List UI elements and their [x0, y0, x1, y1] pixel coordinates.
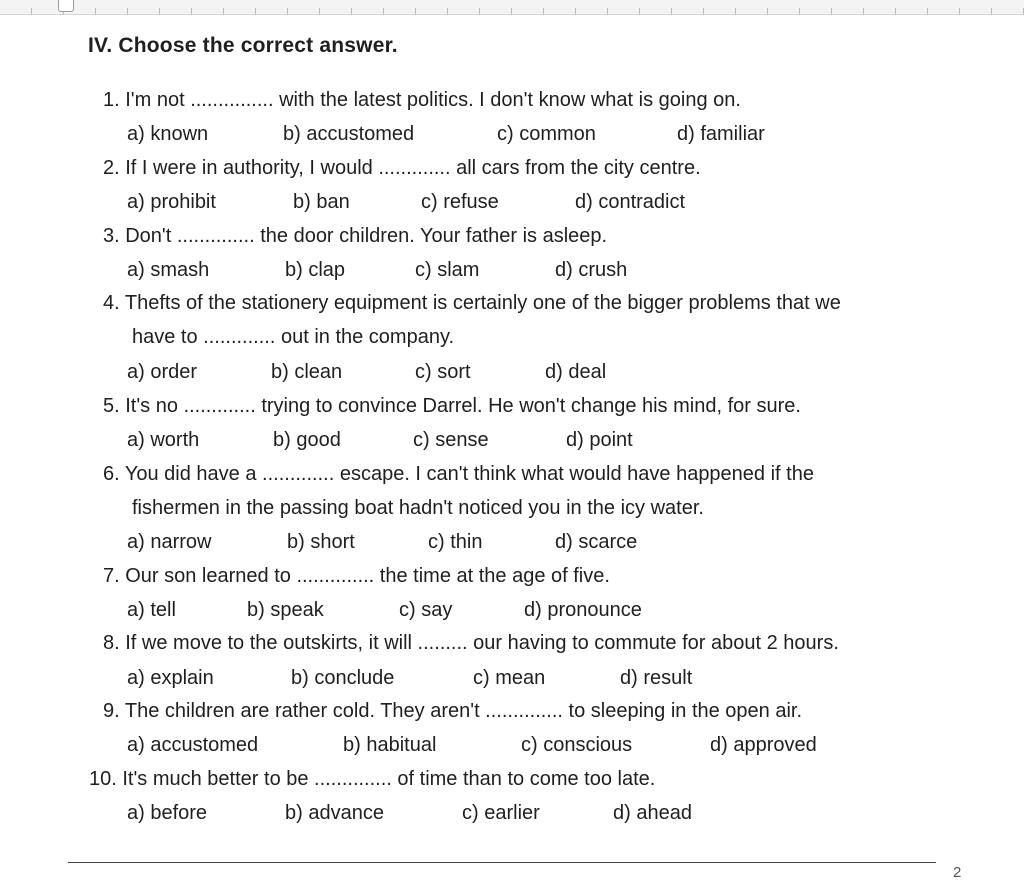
q4-option-c: c) sort [415, 361, 471, 383]
q4-option-a: a) order [127, 361, 198, 383]
q4-option-d: d) deal [545, 361, 607, 383]
q5-option-c: c) sense [413, 429, 489, 451]
q4-option-b: b) clean [271, 361, 343, 383]
footer-divider [68, 862, 936, 863]
question-8-text: 8. If we move to the outskirts, it will ......... our having to commute for about 2 hours. [103, 632, 839, 654]
q9-option-d: d) approved [710, 734, 817, 756]
ruler [0, 0, 1024, 15]
indent-marker[interactable] [58, 0, 74, 12]
question-7-text: 7. Our son learned to .............. the time at the age of five. [103, 565, 610, 587]
q1-option-c: c) common [497, 123, 596, 145]
q3-option-b: b) clap [285, 259, 346, 281]
q10-option-a: a) before [127, 802, 208, 824]
question-9-text: 9. The children are rather cold. They aren't .............. to sleeping in the open air. [103, 700, 803, 722]
q10-option-d: d) ahead [613, 802, 692, 824]
q1-option-a: a) known [127, 123, 209, 145]
q7-option-b: b) speak [247, 599, 324, 621]
question-6-text-cont: fishermen in the passing boat hadn't noticed you in the icy water. [132, 497, 704, 519]
question-6-text: 6. You did have a ............. escape. I can't think what would have happened if the [103, 463, 814, 485]
question-2-text: 2. If I were in authority, I would ............. all cars from the city centre. [103, 157, 701, 179]
q8-option-a: a) explain [127, 667, 214, 689]
question-1-text: 1. I'm not ............... with the latest politics. I don't know what is going on. [103, 89, 741, 111]
q2-option-d: d) contradict [575, 191, 686, 213]
q2-option-c: c) refuse [421, 191, 499, 213]
q8-option-d: d) result [620, 667, 693, 689]
q10-option-c: c) earlier [462, 802, 540, 824]
q7-option-c: c) say [399, 599, 453, 621]
q6-option-d: d) scarce [555, 531, 638, 553]
q3-option-c: c) slam [415, 259, 480, 281]
q8-option-c: c) mean [473, 667, 546, 689]
q1-option-b: b) accustomed [283, 123, 415, 145]
q9-option-b: b) habitual [343, 734, 437, 756]
page-number: 2 [953, 864, 962, 881]
q6-option-a: a) narrow [127, 531, 212, 553]
question-4-text-cont: have to ............. out in the company. [132, 326, 455, 348]
q9-option-a: a) accustomed [127, 734, 259, 756]
q5-option-d: d) point [566, 429, 633, 451]
q7-option-a: a) tell [127, 599, 176, 621]
q10-option-b: b) advance [285, 802, 384, 824]
q9-option-c: c) conscious [521, 734, 633, 756]
q1-option-d: d) familiar [677, 123, 765, 145]
q6-option-b: b) short [287, 531, 355, 553]
q8-option-b: b) conclude [291, 667, 395, 689]
question-5-text: 5. It's no ............. trying to convince Darrel. He won't change his mind, for sure. [103, 395, 801, 417]
question-3-text: 3. Don't .............. the door children. Your father is asleep. [103, 225, 608, 247]
q7-option-d: d) pronounce [524, 599, 642, 621]
q2-option-a: a) prohibit [127, 191, 216, 213]
question-4-text: 4. Thefts of the stationery equipment is certainly one of the bigger problems that we [103, 292, 841, 314]
q6-option-c: c) thin [428, 531, 483, 553]
q2-option-b: b) ban [293, 191, 350, 213]
q3-option-a: a) smash [127, 259, 210, 281]
q5-option-a: a) worth [127, 429, 200, 451]
question-10-text: 10. It's much better to be .............. of time than to come too late. [89, 768, 656, 790]
q3-option-d: d) crush [555, 259, 628, 281]
q5-option-b: b) good [273, 429, 341, 451]
section-heading: IV. Choose the correct answer. [88, 34, 398, 57]
